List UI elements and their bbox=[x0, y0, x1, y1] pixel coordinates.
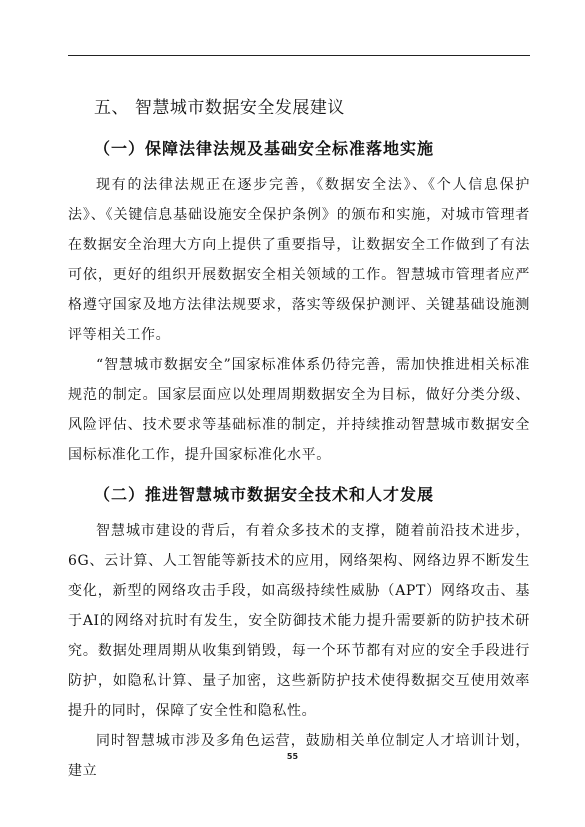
page-number: 55 bbox=[286, 752, 299, 761]
subsection-title-2: （二）推进智慧城市数据安全技术和人才发展 bbox=[94, 485, 435, 504]
subsection-title-1: （一）保障法律法规及基础安全标准落地实施 bbox=[94, 139, 435, 158]
paragraph: 智慧城市建设的背后，有着众多技术的支撑，随着前沿技术进步，6G、云计算、人工智能等新技术的应用，网络架构、网络边界不断发生变化，新型的网络攻击手段，如高级持续性威胁（APT）网络攻击、基于AI的网络对抗时有发生，安全防御技术能力提升需要新的防护技术研究。数据处理周期从收集到销毁，每一个环节都有对应的安全手段进行防护，如隐私计算、量子加密，这些新防护技术使得数据交互使用效率提升的同时，保障了安全性和隐私性。 bbox=[68, 523, 530, 719]
paragraph: 现有的法律法规正在逐步完善，《数据安全法》、《个人信息保护法》、《关键信息基础设施安全保护条例》的颁布和实施，对城市管理者在数据安全治理大方向上提供了重要指导，让数据安全工作做到了有法可依，更好的组织开展数据安全相关领域的工作。智慧城市管理者应严格遵守国家及地方法律法规要求，落实等级保护测评、关键基础设施测评等相关工作。 bbox=[68, 177, 530, 343]
page-body bbox=[68, 96, 530, 786]
header-rule bbox=[68, 55, 530, 56]
paragraph: “智慧城市数据安全”国家标准体系仍待完善，需加快推进相关标准规范的制定。国家层面应以处理周期数据安全为目标，做好分类分级、风险评估、技术要求等基础标准的制定，并持续推动智慧城市数据安全国标标准化工作，提升国家标准化水平。 bbox=[68, 357, 530, 463]
paragraph: 同时智慧城市涉及多角色运营，鼓励相关单位制定人才培训计划，建立 bbox=[68, 733, 530, 779]
section-title: 五、 智慧城市数据安全发展建议 bbox=[94, 98, 345, 118]
